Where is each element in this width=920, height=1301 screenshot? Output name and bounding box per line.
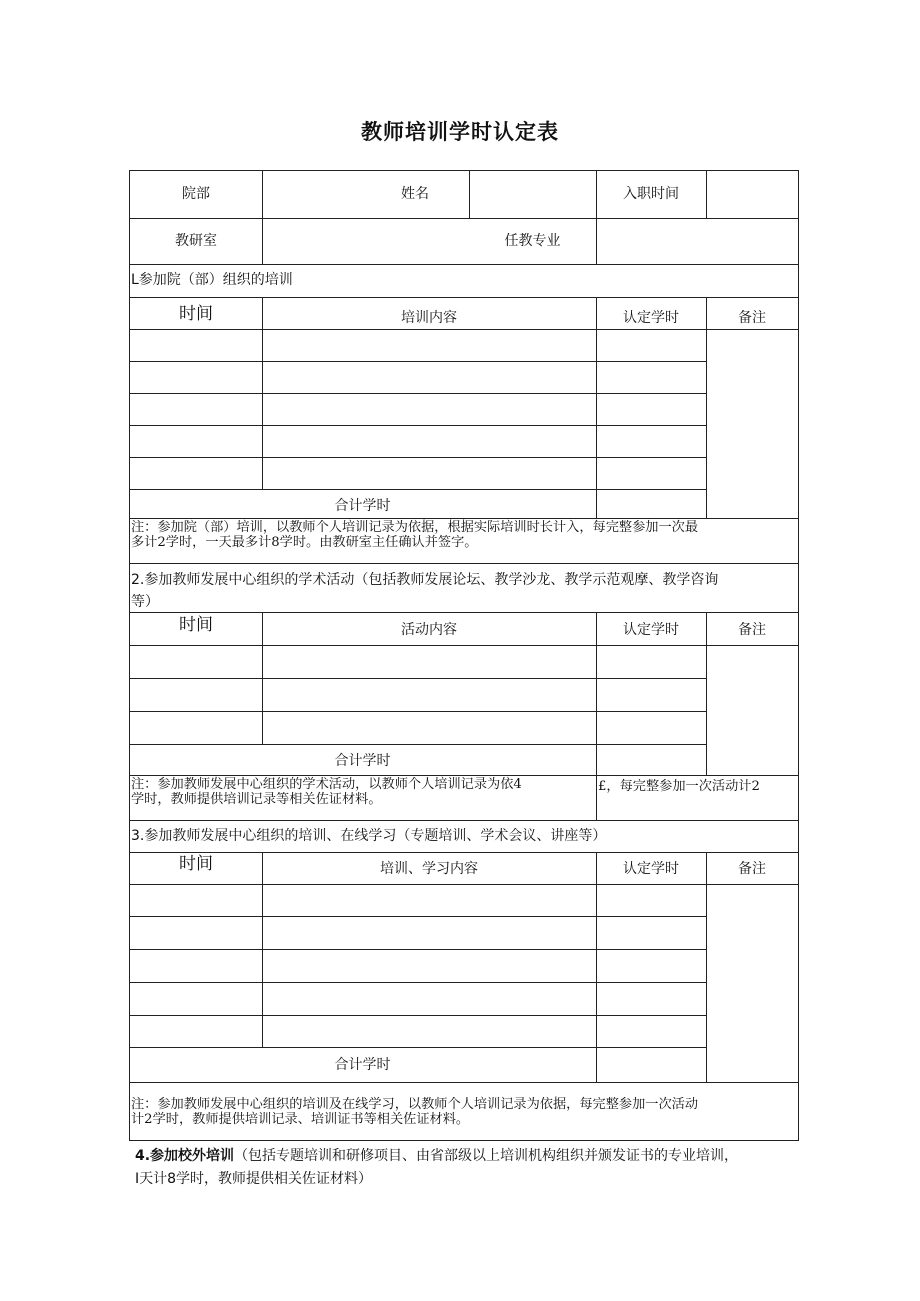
- name-label: 姓名: [401, 186, 429, 202]
- grid-line: [129, 518, 799, 519]
- section2-heading-line1: 2.参加教师发展中心组织的学术活动（包括教师发展论坛、教学沙龙、教学示范观摩、教学咨询: [131, 572, 719, 588]
- grid-line: [129, 457, 707, 458]
- grid-line: [129, 329, 799, 330]
- grid-line: [129, 393, 707, 394]
- grid-line: [129, 489, 707, 490]
- grid-line: [596, 170, 597, 264]
- grid-line: [129, 264, 799, 265]
- grid-line: [129, 982, 707, 983]
- section1-heading: L参加院（部）组织的培训: [131, 272, 293, 288]
- section2-total-label: 合计学时: [334, 753, 391, 769]
- section2-note-right: £，每完整参加一次活动计2: [598, 779, 760, 794]
- section2-col-time: 时间: [179, 615, 213, 635]
- section1-col-remark: 备注: [738, 310, 766, 326]
- section3-note-line1: 注：参加教师发展中心组织的培训及在线学习，以教师个人培训记录为依据，每完整参加一次活动: [131, 1097, 699, 1112]
- grid-line: [596, 612, 597, 820]
- grid-line: [129, 425, 707, 426]
- grid-line: [129, 852, 799, 853]
- section2-note-left-line2: 学时，教师提供培训记录等相关佐证材料。: [131, 792, 382, 807]
- grid-line: [596, 852, 597, 1082]
- grid-line: [129, 645, 799, 646]
- section1-note-line2: 多计2学时，一天最多计8学时。由教研室主任确认并签字。: [131, 535, 478, 550]
- section3-col-hours: 认定学时: [623, 861, 679, 877]
- section2-note-left-line1: 注：参加教师发展中心组织的学术活动，以教师个人培训记录为依4: [131, 777, 522, 792]
- dept-label: 院部: [182, 186, 210, 202]
- grid-line: [129, 744, 707, 745]
- table-border-right: [798, 170, 799, 1141]
- grid-line: [596, 297, 597, 518]
- grid-line: [262, 170, 263, 264]
- grid-line: [706, 170, 707, 218]
- page-title: 教师培训学时认定表: [361, 120, 559, 144]
- office-label: 教研室: [175, 233, 217, 249]
- grid-line: [129, 170, 799, 171]
- grid-line: [129, 949, 707, 950]
- section3-heading: 3.参加教师发展中心组织的培训、在线学习（专题培训、学术会议、讲座等）: [131, 828, 607, 844]
- grid-line: [129, 1015, 707, 1016]
- section1-note-line1: 注：参加院（部）培训，以教师个人培训记录为依据，根据实际培训时长计入，每完整参加一次最: [131, 520, 699, 535]
- section1-col-content: 培训内容: [401, 310, 457, 326]
- grid-line: [129, 711, 707, 712]
- section3-total-label: 合计学时: [334, 1057, 391, 1073]
- grid-line: [129, 678, 707, 679]
- section2-col-remark: 备注: [738, 622, 766, 638]
- grid-line: [129, 361, 707, 362]
- grid-line: [129, 820, 799, 821]
- section4-heading-rest: （包括专题培训和研修项目、由省部级以上培训机构组织并颁发证书的专业培训，: [234, 1148, 739, 1164]
- grid-line: [262, 852, 263, 1047]
- grid-line: [129, 884, 799, 885]
- section4-heading-line2: I天计8学时，教师提供相关佐证材料）: [135, 1171, 373, 1187]
- grid-line: [706, 297, 707, 518]
- section3-col-remark: 备注: [738, 861, 766, 877]
- section1-total-label: 合计学时: [334, 498, 391, 514]
- grid-line: [129, 218, 799, 219]
- section3-col-content: 培训、学习内容: [380, 861, 478, 877]
- grid-line: [129, 1140, 799, 1141]
- grid-line: [706, 852, 707, 1082]
- section1-col-hours: 认定学时: [623, 310, 679, 326]
- grid-line: [129, 563, 799, 564]
- grid-line: [129, 612, 799, 613]
- section1-col-time: 时间: [179, 304, 213, 324]
- hire-date-label: 入职时间: [623, 186, 679, 202]
- section2-heading-line2: 等）: [131, 594, 159, 610]
- section3-note-line2: 计2学时，教师提供培训记录、培训证书等相关佐证材料。: [131, 1112, 470, 1127]
- section4-heading-bold: 4.参加校外培训: [135, 1148, 235, 1164]
- grid-line: [129, 1047, 707, 1048]
- section2-col-content: 活动内容: [401, 622, 457, 638]
- major-label: 任教专业: [504, 233, 561, 249]
- section4-heading: [135, 1148, 738, 1164]
- grid-line: [129, 1082, 799, 1083]
- grid-line: [129, 916, 707, 917]
- section2-col-hours: 认定学时: [623, 622, 679, 638]
- grid-line: [129, 775, 799, 776]
- grid-line: [129, 297, 799, 298]
- section3-col-time: 时间: [179, 854, 213, 874]
